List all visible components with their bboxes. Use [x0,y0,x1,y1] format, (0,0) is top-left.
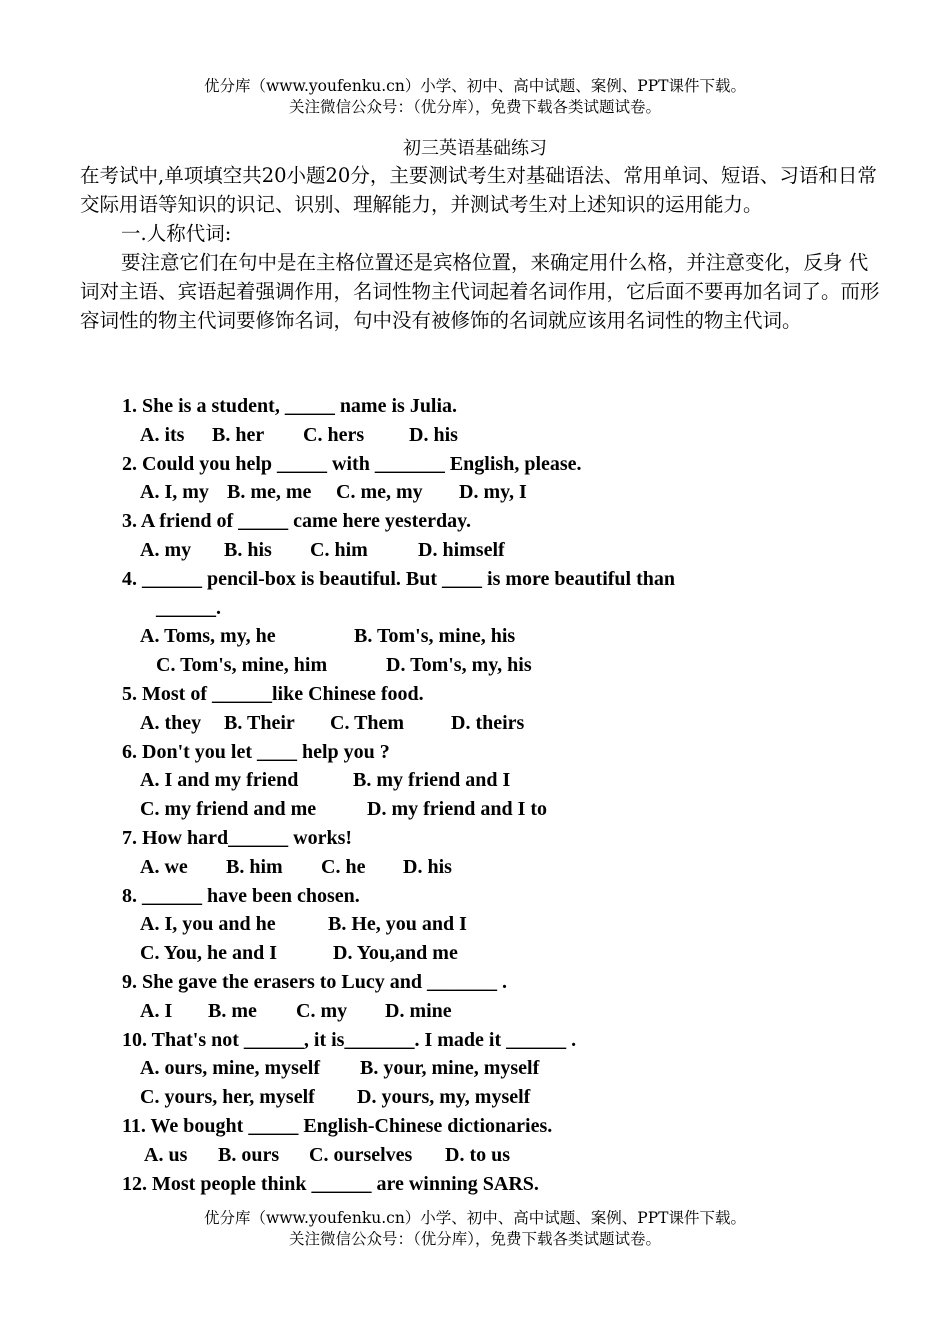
option-b: B. me, me [227,481,312,504]
document-title: 初三英语基础练习 [403,138,547,159]
option-b: B. Tom's, mine, his [354,625,516,648]
option-b: B. He, you and I [328,913,467,936]
option-c: C. hers [303,423,365,446]
option-d: D. theirs [451,711,525,734]
option-b: B. her [212,423,265,446]
intro-section [80,161,880,335]
question-11-options [80,1141,880,1170]
question-8-stem: 8. ______ have been chosen. [122,884,360,907]
option-d: D. You,and me [333,942,458,965]
question-4-options-ab [80,622,880,651]
option-d: D. yours, my, myself [357,1086,531,1109]
option-d: D. his [409,423,458,446]
question-1-stem: 1. She is a student, _____ name is Julia. [122,395,458,417]
section-heading: 一.人称代词: [121,222,232,245]
option-d: D. himself [418,538,505,561]
question-4-stem-continued: ______. [156,596,221,619]
option-d: D. his [403,855,452,878]
question-5-options [80,709,880,738]
option-b: B. his [224,538,272,561]
option-a: A. I, my [140,481,209,504]
option-c: C. yours, her, myself [140,1086,315,1109]
page-footer [0,1208,950,1250]
option-a: A. I and my friend [140,769,299,792]
option-a: A. we [140,855,188,878]
option-c: C. my [296,999,348,1022]
option-c: C. Tom's, mine, him [156,654,328,677]
option-d: D. my, I [459,481,527,504]
question-6-stem: 6. Don't you let ____ help you ? [122,740,390,763]
option-b: B. him [226,855,283,878]
question-8-options-ab [80,910,880,939]
footer-line-1: 优分库（www.youfenku.cn）小学、初中、高中试题、案例、PPT课件下载。 [203,1209,747,1227]
option-a: A. I, you and he [140,913,276,936]
option-a: A. ours, mine, myself [140,1057,320,1080]
question-3-stem: 3. A friend of _____ came here yesterday. [122,510,472,533]
question-3-options [80,536,880,565]
question-list [80,392,880,1198]
option-a: A. I [140,999,173,1022]
option-d: D. my friend and I to [367,798,548,821]
option-a: A. its [140,423,185,446]
option-b: B. ours [218,1143,280,1166]
section-description: 要注意它们在句中是在主格位置还是宾格位置，来确定用什么格，并注意变化，反身 代词对主语、宾语起着强调作用，名词性物主代词起着名词作用，它后面不要再加名词了。而形容词性的物主代词要修饰名词，句中没有被修饰的名词就应该用名词性的物主代词。 [80,251,880,332]
question-4-stem: 4. ______ pencil-box is beautiful. But ____ is more beautiful than [122,567,676,590]
option-c: C. him [310,538,368,561]
option-b: B. me [208,999,257,1022]
option-d: D. to us [445,1143,511,1166]
option-d: D. Tom's, my, his [386,654,532,677]
option-a: A. us [144,1143,188,1166]
page-header [0,76,950,118]
option-a: A. they [140,711,202,734]
question-2-stem: 2. Could you help _____ with _______ English, please. [122,452,582,475]
question-7-options [80,853,880,882]
option-a: A. my [140,538,192,561]
option-c: C. he [321,855,366,878]
question-9-options [80,997,880,1026]
option-c: C. my friend and me [140,798,317,821]
question-6-options-ab [80,766,880,795]
question-8-options-cd [80,939,880,968]
question-12-stem: 12. Most people think ______ are winning SARS. [122,1172,539,1195]
question-5-stem: 5. Most of ______like Chinese food. [122,682,424,705]
question-1-options [80,421,880,450]
option-b: B. your, mine, myself [360,1057,540,1080]
option-d: D. mine [385,999,452,1022]
question-10-options-cd [80,1083,880,1112]
option-c: C. Them [330,711,405,734]
question-9-stem: 9. She gave the erasers to Lucy and _______ . [122,970,507,993]
question-4-options-cd [80,651,880,680]
option-c: C. ourselves [309,1143,413,1166]
question-7-stem: 7. How hard______ works! [122,826,353,849]
option-a: A. Toms, my, he [140,625,276,648]
question-2-options [80,478,880,507]
question-10-stem: 10. That's not ______, it is_______. I made it ______ . [122,1028,577,1051]
question-6-options-cd [80,795,880,824]
intro-paragraph: 在考试中,单项填空共20小题20分，主要测试考生对基础语法、常用单词、短语、习语和日常交际用语等知识的识记、识别、理解能力，并测试考生对上述知识的运用能力。 [80,164,877,216]
question-11-stem: 11. We bought _____ English-Chinese dictionaries. [122,1114,553,1137]
option-c: C. me, my [336,481,423,504]
header-line-1: 优分库（www.youfenku.cn）小学、初中、高中试题、案例、PPT课件下载。 [203,77,747,95]
question-10-options-ab [80,1054,880,1083]
option-b: B. Their [224,711,295,734]
option-c: C. You, he and I [140,942,278,965]
option-b: B. my friend and I [353,769,511,792]
header-line-2: 关注微信公众号：（优分库），免费下载各类试题试卷。 [288,98,661,116]
footer-line-2: 关注微信公众号：（优分库），免费下载各类试题试卷。 [288,1230,661,1248]
